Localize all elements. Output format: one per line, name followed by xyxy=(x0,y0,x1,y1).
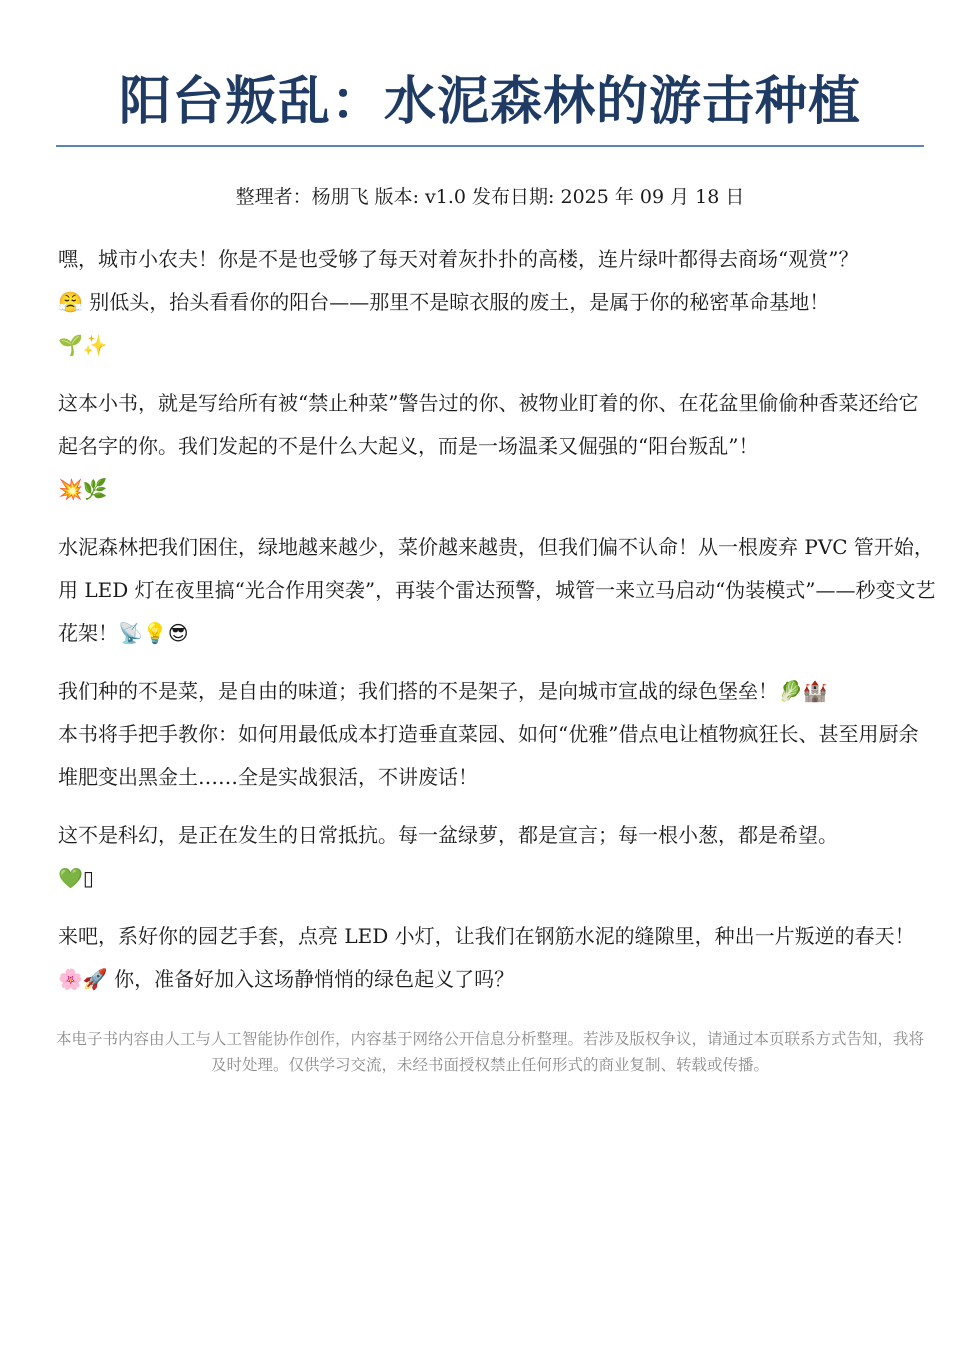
paragraph-5 xyxy=(58,814,938,900)
paragraph-4-text: 我们种的不是菜，是自由的味道；我们搭的不是架子，是向城市宣战的绿色堡垒！ xyxy=(58,679,778,703)
paragraph-2-text: 这本小书，就是写给所有被“禁止种菜”警告过的你、被物业盯着的你、在花盆里偷偷种香菜还给它起名字的你。我们发起的不是什么大起义，而是一场温柔又倔强的“阳台叛乱”！ xyxy=(58,391,919,458)
paragraph-5-text: 这不是科幻，是正在发生的日常抵抗。每一盆绿萝，都是宣言；每一根小葱，都是希望。 xyxy=(58,823,838,847)
title-divider xyxy=(56,145,924,147)
paragraph-2 xyxy=(58,382,938,511)
blossom-rocket-icon: 🌸🚀 xyxy=(58,967,108,991)
page-title: 阳台叛乱：水泥森林的游击种植 xyxy=(118,72,861,132)
document-body xyxy=(58,238,938,1016)
paragraph-6-text: 来吧，系好你的园艺手套，点亮 LED 小灯，让我们在钢筋水泥的缝隙里，种出一片叛逆的春天！ xyxy=(58,924,915,948)
satellite-bulb-sunglasses-icon: 📡💡😎 xyxy=(118,621,189,645)
green-heart-icon: 💚▯ xyxy=(58,866,94,890)
leafy-green-castle-icon: 🥬🏰 xyxy=(778,679,828,703)
paragraph-1-text: 嘿，城市小农夫！你是不是也受够了每天对着灰扑扑的高楼，连片绿叶都得去商场“观赏”？ xyxy=(58,247,859,271)
paragraph-6 xyxy=(58,915,938,1001)
paragraph-3-text: 水泥森林把我们困住，绿地越来越少，菜价越来越贵，但我们偏不认命！从一根废弃 PVC 管开始，用 LED 灯在夜里搞“光合作用突袭”，再装个雷达预警，城管一来立马启动“伪装模式”——秒变文艺花架！ xyxy=(58,535,936,645)
paragraph-6-text-2: 你，准备好加入这场静悄悄的绿色起义了吗？ xyxy=(107,967,515,991)
copyright-footer: 本电子书内容由人工与人工智能协作创作，内容基于网络公开信息分析整理。若涉及版权争议，请通过本页联系方式告知，我将及时处理。仅供学习交流，未经书面授权禁止任何形式的商业复制、转载或传播。 xyxy=(56,1030,925,1074)
collision-herb-icon: 💥🌿 xyxy=(58,477,108,501)
paragraph-3 xyxy=(58,526,938,655)
angry-face-icon: 😤 xyxy=(58,290,83,314)
paragraph-4 xyxy=(58,670,938,799)
paragraph-4-text-2: 本书将手把手教你：如何用最低成本打造垂直菜园、如何“优雅”借点电让植物疯狂长、甚至用厨余堆肥变出黑金土……全是实战狠活，不讲废话！ xyxy=(58,722,919,789)
seedling-sparkles-icon: 🌱✨ xyxy=(58,333,108,357)
paragraph-1-text-2: 别低头，抬头看看你的阳台——那里不是晾衣服的废土，是属于你的秘密革命基地！ xyxy=(82,290,830,314)
paragraph-1 xyxy=(58,238,938,367)
document-meta: 整理者：杨朋飞 版本: v1.0 发布日期: 2025 年 09 月 18 日 xyxy=(235,186,745,208)
